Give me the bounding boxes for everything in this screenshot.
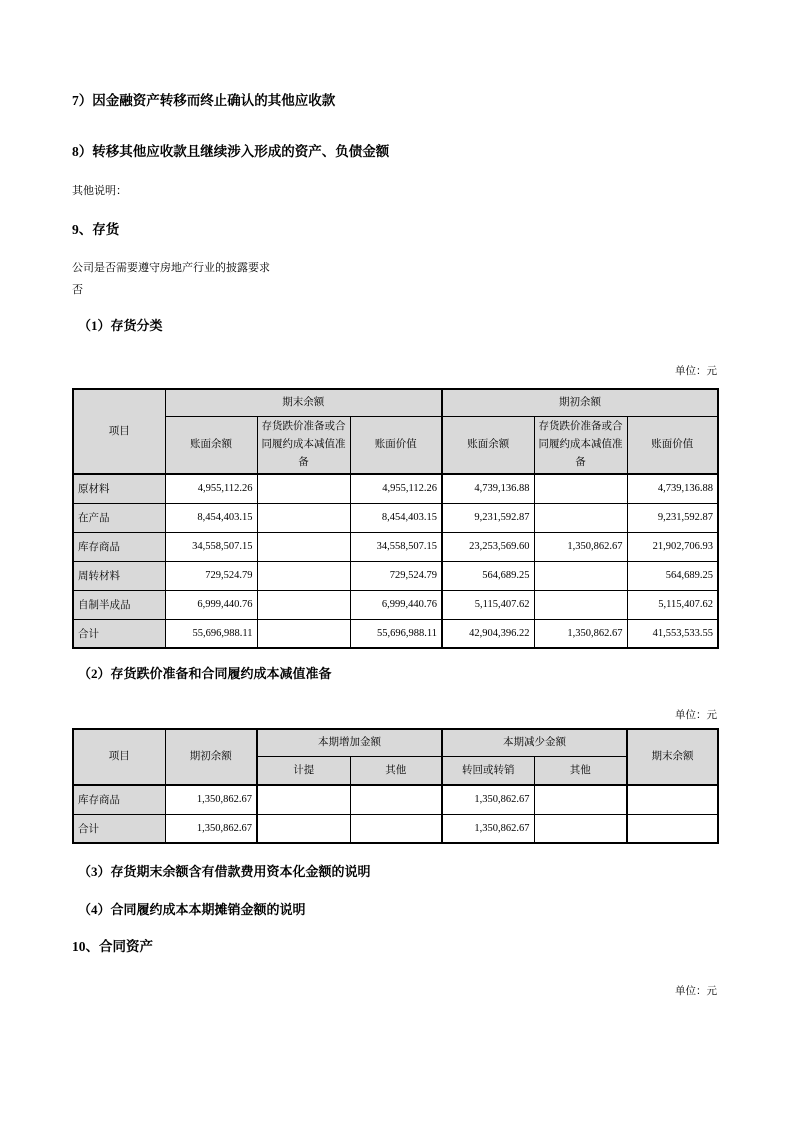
row-item-label: 库存商品: [73, 785, 165, 814]
table-cell: [534, 590, 627, 619]
col-header-item: 项目: [73, 389, 165, 474]
table-row: [73, 561, 718, 590]
table-cell: [257, 503, 350, 532]
table-row: [73, 503, 718, 532]
unit-label-3: 单位：元: [675, 986, 717, 997]
table-cell: [257, 532, 350, 561]
col-group-increase: 本期增加金额: [257, 729, 442, 757]
table-cell: [257, 619, 350, 648]
disclosure-answer: 否: [72, 284, 83, 296]
table-row: [73, 785, 718, 814]
table-cell: [534, 814, 627, 843]
table-cell: 8,454,403.15: [350, 503, 442, 532]
row-item-label: 周转材料: [73, 561, 165, 590]
col-header-beginning-balance: 期初余额: [165, 729, 257, 785]
col-header-item: 项目: [73, 729, 165, 785]
table-row-total: [73, 619, 718, 648]
table-cell: [350, 785, 442, 814]
col-header-reversal-writeoff: 转回或转销: [442, 757, 534, 786]
table-row: [73, 532, 718, 561]
row-item-label: 合计: [73, 814, 165, 843]
heading-10-contract-assets: 10、合同资产: [72, 939, 153, 954]
table-cell: 9,231,592.87: [627, 503, 718, 532]
table-cell: 1,350,862.67: [442, 785, 534, 814]
table-cell: 1,350,862.67: [165, 814, 257, 843]
row-item-label: 合计: [73, 619, 165, 648]
heading-9-3-capitalized-borrowing: （3）存货期末余额含有借款费用资本化金额的说明: [78, 864, 371, 879]
other-note-label: 其他说明：: [72, 185, 127, 197]
table-cell: 4,739,136.88: [442, 474, 534, 503]
table-cell: 564,689.25: [627, 561, 718, 590]
disclosure-question: 公司是否需要遵守房地产行业的披露要求: [72, 262, 270, 274]
heading-9-4-amortization: （4）合同履约成本本期摊销金额的说明: [78, 902, 306, 917]
table-cell: [257, 590, 350, 619]
table-cell: 42,904,396.22: [442, 619, 534, 648]
table-cell: 729,524.79: [165, 561, 257, 590]
unit-label-2: 单位：元: [675, 710, 717, 721]
table-cell: 6,999,440.76: [165, 590, 257, 619]
col-header-provision: 存货跌价准备或合同履约成本减值准备: [257, 417, 350, 475]
table-cell: [534, 474, 627, 503]
inventory-provision-table: [72, 728, 719, 844]
table-cell: 55,696,988.11: [165, 619, 257, 648]
col-group-ending-balance: 期末余额: [165, 389, 442, 417]
table-cell: [257, 814, 350, 843]
heading-9-1-classification: （1）存货分类: [78, 318, 163, 333]
table-cell: [350, 814, 442, 843]
table-cell: [257, 561, 350, 590]
table-cell: [627, 814, 718, 843]
col-header-book-balance: 账面余额: [442, 417, 534, 475]
table-cell: 4,955,112.26: [350, 474, 442, 503]
table-row: [73, 474, 718, 503]
table-cell: 1,350,862.67: [534, 619, 627, 648]
table-cell: 1,350,862.67: [165, 785, 257, 814]
table-cell: 5,115,407.62: [442, 590, 534, 619]
row-item-label: 在产品: [73, 503, 165, 532]
table-cell: 5,115,407.62: [627, 590, 718, 619]
table-cell: 55,696,988.11: [350, 619, 442, 648]
table-cell: 564,689.25: [442, 561, 534, 590]
col-header-accrual: 计提: [257, 757, 350, 786]
row-item-label: 原材料: [73, 474, 165, 503]
col-header-book-value: 账面价值: [627, 417, 718, 475]
row-item-label: 自制半成品: [73, 590, 165, 619]
table-cell: [627, 785, 718, 814]
col-header-book-value: 账面价值: [350, 417, 442, 475]
heading-7: 7）因金融资产转移而终止确认的其他应收款: [72, 93, 336, 108]
col-header-ending-balance: 期末余额: [627, 729, 718, 785]
inventory-classification-table: [72, 388, 719, 649]
table-row-total: [73, 814, 718, 843]
table-cell: [257, 474, 350, 503]
table-cell: [534, 503, 627, 532]
table-cell: 6,999,440.76: [350, 590, 442, 619]
table-cell: 9,231,592.87: [442, 503, 534, 532]
col-group-decrease: 本期减少金额: [442, 729, 627, 757]
table-cell: 41,553,533.55: [627, 619, 718, 648]
table-cell: 23,253,569.60: [442, 532, 534, 561]
table-cell: 34,558,507.15: [350, 532, 442, 561]
table-cell: 1,350,862.67: [442, 814, 534, 843]
heading-8: 8）转移其他应收款且继续涉入形成的资产、负债金额: [72, 144, 390, 159]
col-group-beginning-balance: 期初余额: [442, 389, 718, 417]
col-header-other-increase: 其他: [350, 757, 442, 786]
table-cell: 21,902,706.93: [627, 532, 718, 561]
col-header-book-balance: 账面余额: [165, 417, 257, 475]
col-header-provision: 存货跌价准备或合同履约成本减值准备: [534, 417, 627, 475]
heading-9-inventory: 9、存货: [72, 222, 120, 237]
table-row: [73, 590, 718, 619]
table-cell: [534, 561, 627, 590]
table-cell: 4,955,112.26: [165, 474, 257, 503]
row-item-label: 库存商品: [73, 532, 165, 561]
table-cell: 4,739,136.88: [627, 474, 718, 503]
table-cell: 8,454,403.15: [165, 503, 257, 532]
heading-9-2-provision: （2）存货跌价准备和合同履约成本减值准备: [78, 666, 332, 681]
table-cell: 729,524.79: [350, 561, 442, 590]
col-header-other-decrease: 其他: [534, 757, 627, 786]
table-cell: [257, 785, 350, 814]
unit-label-1: 单位：元: [675, 366, 717, 377]
table-cell: 1,350,862.67: [534, 532, 627, 561]
table-cell: [534, 785, 627, 814]
table-cell: 34,558,507.15: [165, 532, 257, 561]
